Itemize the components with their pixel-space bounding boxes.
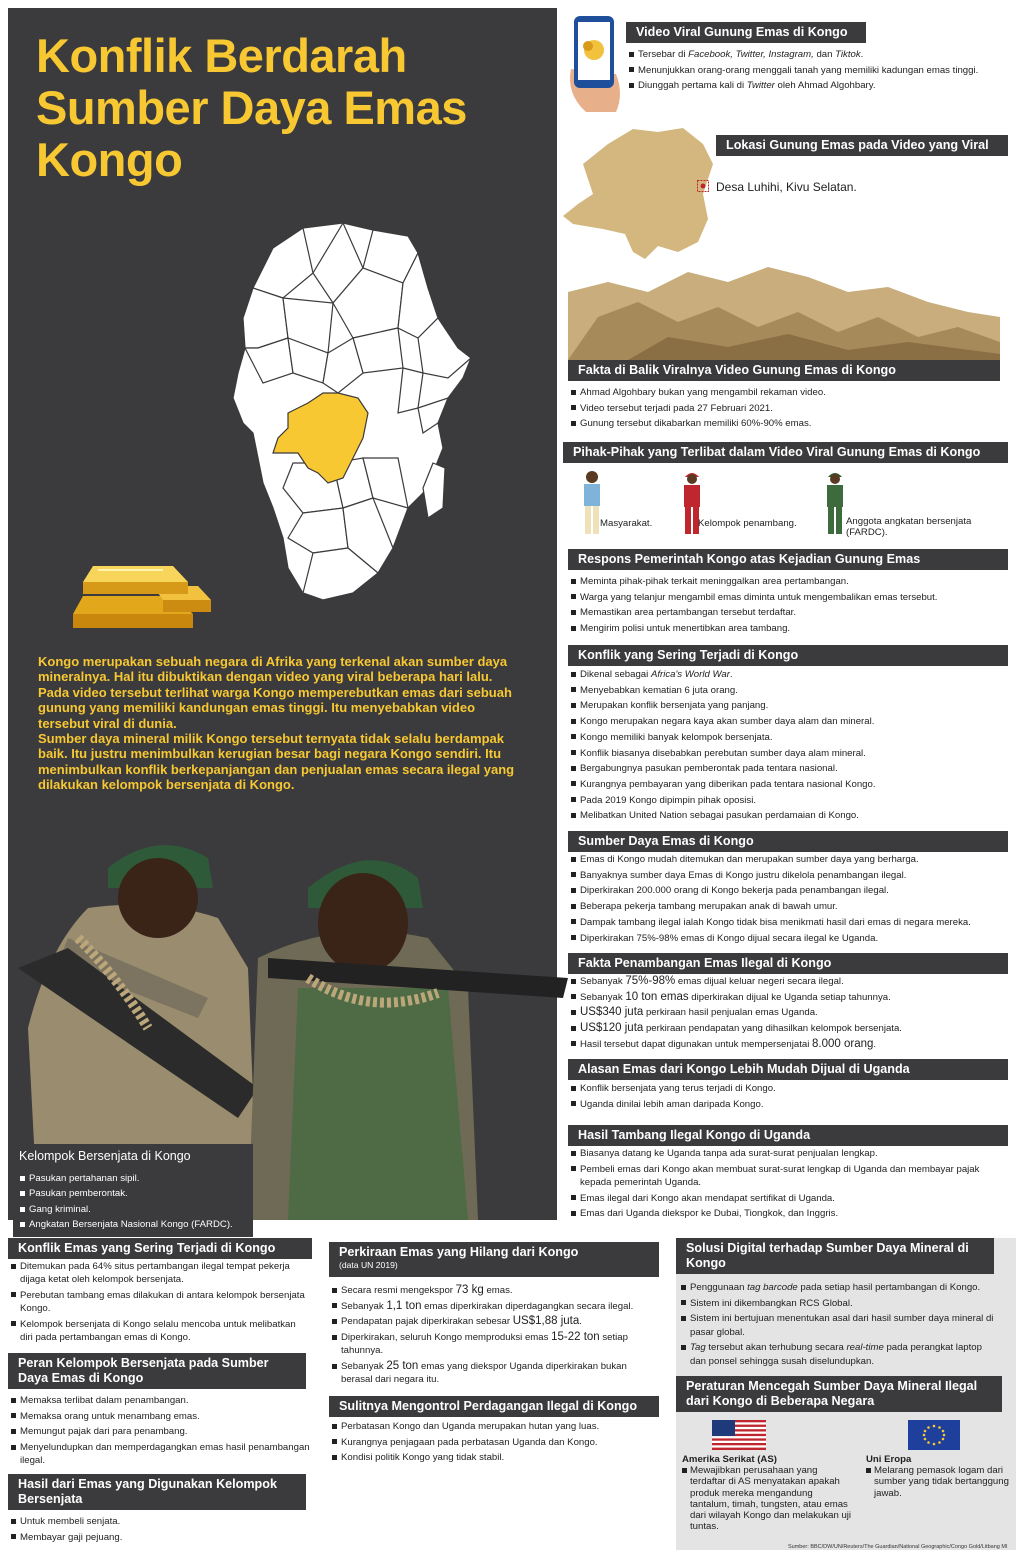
list-item: Konflik biasanya disebabkan perebutan sumber daya alam mineral. xyxy=(570,747,1000,760)
intro-text: Kongo merupakan sebuah negara di Afrika yang terkenal akan sumber daya mineralnya. Hal itu dibuktikan dengan video yang viral beberapa hari lalu. Pada video tersebut terlihat warga Kongo memperebutkan emas dari sebuah gunung yang memiliki kandungan emas tinggi. Itu menyebabkan video tersebut viral di dunia. Sumber daya mineral milik Kongo tersebut ternyata tidak selalu berdampak baik. Itu justru menimbulkan kerugian besar bagi negara Kongo sendiri. Itu menimbulkan konflik berkepanjangan dan penjualan emas secara ilegal yang dilakukan kelompok bersenjata di Kongo. xyxy=(38,654,515,793)
konflik-emas-list xyxy=(10,1260,310,1347)
list-item: Ditemukan pada 64% situs pertambangan ilegal tempat pekerja dijaga ketat oleh kelompok bersenjata. xyxy=(10,1260,310,1286)
alasan-heading: Alasan Emas dari Kongo Lebih Mudah Dijual di Uganda xyxy=(568,1059,1008,1080)
list-item: Menyelundupkan dan memperdagangkan emas hasil penambangan ilegal. xyxy=(10,1441,310,1467)
list-item: Kurangnya pembayaran yang diberikan pada tentara nasional Kongo. xyxy=(570,778,1000,791)
list-item: Sistem ini bertujuan menentukan asal dari hasil sumber daya mineral di pasar global. xyxy=(680,1312,1000,1338)
list-item: Memaksa orang untuk menambang emas. xyxy=(10,1410,310,1423)
eu-regulation: Uni Eropa Melarang pemasok logam dari sumber yang tidak bertanggung jawab. xyxy=(866,1454,1009,1499)
left-panel xyxy=(8,8,557,1231)
location-marker-icon xyxy=(697,180,709,192)
list-item: Sebanyak 1,1 ton emas diperkirakan diperdagangkan secara ilegal. xyxy=(331,1300,651,1313)
us-flag-icon xyxy=(712,1420,766,1450)
us-regulation: Amerika Serikat (AS) Mewajibkan perusahaan yang terdaftar di AS menyatakan apakah produk mereka mengandung tantalum, timah, tungsten, atau emas dari wilayah Kongo dan melakukan uji tuntas. xyxy=(682,1454,852,1533)
list-item: Mengirim polisi untuk menertibkan area tambang. xyxy=(570,622,1000,635)
hasil-tambang-heading: Hasil Tambang Ilegal Kongo di Uganda xyxy=(568,1125,1008,1146)
respons-list xyxy=(570,575,1000,638)
peraturan-heading: Peraturan Mencegah Sumber Daya Mineral Ilegal dari Kongo di Beberapa Negara xyxy=(676,1376,1002,1412)
sulitnya-heading: Sulitnya Mengontrol Perdagangan Ilegal di Kongo xyxy=(329,1396,659,1417)
list-item: Pembeli emas dari Kongo akan membuat surat-surat lengkap di Uganda dan membayar pajak kepada pemerintah Uganda. xyxy=(570,1163,1005,1189)
list-item: Ahmad Algohbary bukan yang mengambil rekaman video. xyxy=(570,386,1000,399)
pihak-label-miners: Kelompok penambang. xyxy=(698,518,797,529)
list-item: Kondisi politik Kongo yang tidak stabil. xyxy=(331,1451,651,1464)
list-item: Pada 2019 Kongo dipimpin pihak oposisi. xyxy=(570,794,1000,807)
congo-map-icon xyxy=(563,124,723,264)
list-item: Pasukan pemberontak. xyxy=(19,1186,247,1201)
soldier-person-icon xyxy=(823,470,847,536)
list-item: Meminta pihak-pihak terkait meninggalkan area pertambangan. xyxy=(570,575,1000,588)
list-item: Sebanyak 10 ton emas diperkirakan dijual ke Uganda setiap tahunnya. xyxy=(570,991,1000,1004)
phone-hand-icon xyxy=(566,14,626,114)
konflik-sering-list xyxy=(570,668,1000,825)
list-item: Banyaknya sumber daya Emas di Kongo justru dikelola penambangan ilegal. xyxy=(570,869,1005,882)
list-item: Sebanyak 25 ton emas yang diekspor Uganda diperkirakan bukan berasal dari negara itu. xyxy=(331,1360,651,1386)
lokasi-heading: Lokasi Gunung Emas pada Video yang Viral xyxy=(716,135,1008,156)
konflik-emas-heading: Konflik Emas yang Sering Terjadi di Kongo xyxy=(8,1238,312,1259)
respons-heading: Respons Pemerintah Kongo atas Kejadian Gunung Emas xyxy=(568,549,1008,570)
list-item: Memungut pajak dari para penambang. xyxy=(10,1425,310,1438)
list-item: Warga yang telanjur mengambil emas diminta untuk mengembalikan emas tersebut. xyxy=(570,591,1000,604)
konflik-sering-heading: Konflik yang Sering Terjadi di Kongo xyxy=(568,645,1008,666)
sumber-daya-list xyxy=(570,853,1005,947)
list-item: Pasukan pertahanan sipil. xyxy=(19,1171,247,1186)
africa-map-icon xyxy=(233,208,473,638)
sulitnya-list xyxy=(331,1420,651,1467)
hasil-emas-heading: Hasil dari Emas yang Digunakan Kelompok Bersenjata xyxy=(8,1474,306,1510)
eu-flag-icon xyxy=(908,1420,960,1450)
fakta-balik-heading: Fakta di Balik Viralnya Video Gunung Emas di Kongo xyxy=(568,360,1000,381)
list-item: Bergabungnya pasukan pemberontak pada tentara nasional. xyxy=(570,762,1000,775)
list-item: Untuk membeli senjata. xyxy=(10,1515,310,1528)
list-item: Merupakan konflik bersenjata yang panjang. xyxy=(570,699,1000,712)
list-item: Tersebar di Facebook, Twitter, Instagram, dan Tiktok. xyxy=(628,48,1008,61)
list-item: Sistem ini dikembangkan RCS Global. xyxy=(680,1297,1000,1310)
list-item: Perebutan tambang emas dilakukan di antara kelompok bersenjata Kongo. xyxy=(10,1289,310,1315)
list-item: Membayar gaji pejuang. xyxy=(10,1531,310,1544)
list-item: Emas ilegal dari Kongo akan mendapat sertifikat di Uganda. xyxy=(570,1192,1005,1205)
gold-bars-icon xyxy=(63,556,213,636)
list-item: Menunjukkan orang-orang menggali tanah yang memiliki kadungan emas tinggi. xyxy=(628,64,1008,77)
list-item: Menyebabkan kematian 6 juta orang. xyxy=(570,684,1000,697)
video-viral-heading: Video Viral Gunung Emas di Kongo xyxy=(626,22,866,43)
list-item: Diperkirakan 200.000 orang di Kongo bekerja pada penambangan ilegal. xyxy=(570,884,1005,897)
list-item: US$120 juta perkiraan pendapatan yang dihasilkan kelompok bersenjata. xyxy=(570,1022,1000,1035)
list-item: Melibatkan United Nation sebagai pasukan perdamaian di Kongo. xyxy=(570,809,1000,822)
list-item: Memastikan area pertambangan tersebut terdaftar. xyxy=(570,606,1000,619)
list-item: Uganda dinilai lebih aman daripada Kongo. xyxy=(570,1098,1000,1111)
list-item: Kongo merupakan negara kaya akan sumber daya alam dan mineral. xyxy=(570,715,1000,728)
list-item: Gunung tersebut dikabarkan memiliki 60%-90% emas. xyxy=(570,417,1000,430)
list-item: Memaksa terlibat dalam penambangan. xyxy=(10,1394,310,1407)
list-item: Diperkirakan 75%-98% emas di Kongo dijual secara ilegal ke Uganda. xyxy=(570,932,1005,945)
list-item: Dikenal sebagai Africa's World War. xyxy=(570,668,1000,681)
list-item: Diunggah pertama kali di Twitter oleh Ahmad Algohbary. xyxy=(628,79,1008,92)
list-item: Tag tersebut akan terhubung secara real-time pada perangkat laptop dan ponsel sehingga susah diselundupkan. xyxy=(680,1341,1000,1367)
list-item: Kelompok bersenjata di Kongo selalu mencoba untuk melibatkan diri pada pertambangan emas di Kongo. xyxy=(10,1318,310,1344)
list-item: Biasanya datang ke Uganda tanpa ada surat-surat penjualan lengkap. xyxy=(570,1147,1005,1160)
list-item: Video tersebut terjadi pada 27 Februari 2021. xyxy=(570,402,1000,415)
list-item: US$340 juta perkiraan hasil penjualan emas Uganda. xyxy=(570,1006,1000,1019)
sumber-daya-heading: Sumber Daya Emas di Kongo xyxy=(568,831,1008,852)
list-item: Dampak tambang ilegal ialah Kongo tidak bisa menikmati hasil dari emas di negara mereka. xyxy=(570,916,1005,929)
fakta-ilegal-heading: Fakta Penambangan Emas Ilegal di Kongo xyxy=(568,953,1008,974)
alasan-list xyxy=(570,1082,1000,1113)
peran-heading: Peran Kelompok Bersenjata pada Sumber Daya Emas di Kongo xyxy=(8,1353,306,1389)
list-item: Secara resmi mengekspor 73 kg emas. xyxy=(331,1284,651,1297)
video-viral-list xyxy=(628,48,1008,95)
perkiraan-heading: Perkiraan Emas yang Hilang dari Kongo (data UN 2019) xyxy=(329,1242,659,1277)
armed-groups-box: Kelompok Bersenjata di Kongo Pasukan pertahanan sipil. Pasukan pemberontak. Gang kriminal. Angkatan Bersenjata Nasional Kongo (FARDC). xyxy=(13,1144,253,1237)
fakta-ilegal-list xyxy=(570,975,1000,1054)
list-item: Kongo memiliki banyak kelompok bersenjata. xyxy=(570,731,1000,744)
lokasi-label: Desa Luhihi, Kivu Selatan. xyxy=(716,180,857,194)
gold-mountain-illustration xyxy=(568,262,1000,360)
pihak-label-civilians: Masyarakat. xyxy=(600,518,653,529)
solusi-list xyxy=(680,1281,1000,1370)
fakta-balik-list xyxy=(570,386,1000,433)
hasil-tambang-list xyxy=(570,1147,1005,1223)
list-item: Kurangnya penjagaan pada perbatasan Uganda dan Kongo. xyxy=(331,1436,651,1449)
list-item: Emas dari Uganda diekspor ke Dubai, Tiongkok, dan Inggris. xyxy=(570,1207,1005,1220)
list-item: Beberapa pekerja tambang merupakan anak di bawah umur. xyxy=(570,900,1005,913)
hasil-emas-list xyxy=(10,1515,310,1546)
peran-list xyxy=(10,1394,310,1470)
pihak-heading: Pihak-Pihak yang Terlibat dalam Video Viral Gunung Emas di Kongo xyxy=(563,442,1008,463)
list-item: Penggunaan tag barcode pada setiap hasil pertambangan di Kongo. xyxy=(680,1281,1000,1294)
list-item: Emas di Kongo mudah ditemukan dan merupakan sumber daya yang berharga. xyxy=(570,853,1005,866)
perkiraan-list xyxy=(331,1284,651,1389)
list-item: Perbatasan Kongo dan Uganda merupakan hutan yang luas. xyxy=(331,1420,651,1433)
solusi-heading: Solusi Digital terhadap Sumber Daya Mineral di Kongo xyxy=(676,1238,994,1274)
list-item: Pendapatan pajak diperkirakan sebesar US$1,88 juta. xyxy=(331,1315,651,1328)
page-title: Konflik Berdarah Sumber Daya Emas Kongo xyxy=(36,29,467,186)
list-item: Hasil tersebut dapat digunakan untuk mempersenjatai 8.000 orang. xyxy=(570,1038,1000,1051)
source-note: Sumber: BBC/DW/UN/Reuters/The Guardian/National Geographic/Congo Gold/Litbang MI xyxy=(788,1544,1008,1550)
pihak-people xyxy=(570,468,1010,544)
list-item: Angkatan Bersenjata Nasional Kongo (FARDC). xyxy=(19,1217,247,1232)
list-item: Gang kriminal. xyxy=(19,1202,247,1217)
list-item: Diperkirakan, seluruh Kongo memproduksi emas 15-22 ton setiap tahunnya. xyxy=(331,1331,651,1357)
list-item: Konflik bersenjata yang terus terjadi di Kongo. xyxy=(570,1082,1000,1095)
pihak-label-fardc: Anggota angkatan bersenjata (FARDC). xyxy=(846,516,972,538)
list-item: Sebanyak 75%-98% emas dijual keluar negeri secara ilegal. xyxy=(570,975,1000,988)
